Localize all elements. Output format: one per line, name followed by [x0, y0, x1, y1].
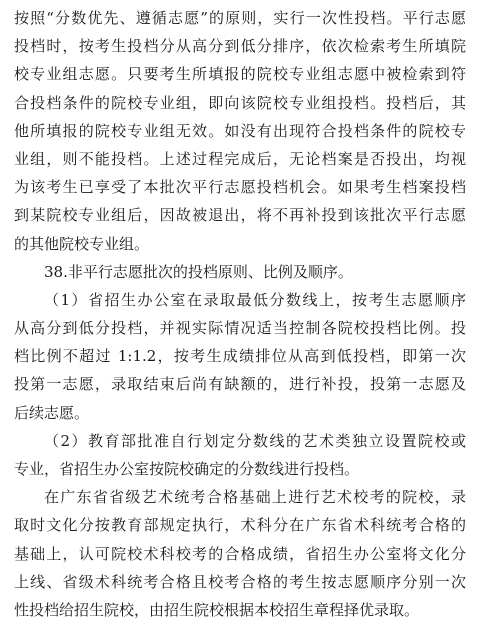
text-line: 在广东省省级艺术统考合格基础上进行艺术校考的院校，录 [44, 488, 466, 507]
text-line: 的其他院校专业组。 [14, 234, 150, 253]
text-line: 上线、省级术科统考合格且校考合格的考生按志愿顺序分别一次 [14, 572, 466, 591]
text-line: 为该考生已享受了本批次平行志愿投档机会。如果考生档案投档 [14, 178, 466, 197]
text-line: 性投档给招生院校，由招生院校根据本校招生章程择优录取。 [14, 600, 420, 619]
text-line: 合投档条件的院校专业组，即向该院校专业组投档。投档后，其 [14, 93, 466, 112]
text-line: 后续志愿。 [14, 403, 90, 422]
text-line: 到某院校专业组后，因故被退出，将不再补投到该批次平行志愿 [14, 206, 466, 225]
text-line: 按照“分数优先、遵循志愿”的原则，实行一次性投档。平行志愿 [14, 9, 466, 27]
text-line: 基础上，认可院校术科校考的合格成绩，省招生办公室将文化分 [14, 544, 466, 563]
section-heading: 38.非平行志愿批次的投档原则、比例及顺序。 [44, 262, 353, 281]
text-line: 他所填报的院校专业组无效。如没有出现符合投档条件的院校专 [14, 121, 466, 140]
text-line: （1）省招生办公室在录取最低分数线上，按考生志愿顺序 [44, 290, 466, 309]
paragraph-item-1 [14, 286, 466, 427]
text-line: 投档时，按考生投档分从高分到低分排序，依次检索考生所填院 [14, 37, 466, 56]
paragraph-item-2 [14, 427, 466, 483]
paragraph-art-exam [14, 483, 466, 624]
text-line: 校专业组志愿。只要考生所填报的院校专业组志愿中被检索到符 [14, 65, 466, 84]
text-line: （2）教育部批准自行划定分数线的艺术类独立设置院校或 [44, 431, 466, 450]
text-line: 业组，则不能投档。上述过程完成后，无论档案是否投出，均视 [14, 149, 466, 168]
text-line: 专业，省招生办公室按院校确定的分数线进行投档。 [14, 460, 360, 478]
paragraph-parallel-admission [14, 4, 466, 258]
text-line: 档比例不超过 1:1.2，按考生成绩排位从高到低投档，即第一次 [14, 347, 466, 366]
text-line: 从高分到低分投档，并视实际情况适当控制各院校投档比例。投 [14, 319, 466, 338]
section-heading-38 [14, 258, 466, 286]
text-line: 取时文化分按教育部规定执行，术科分在广东省术科统考合格的 [14, 516, 466, 535]
text-line: 投第一志愿，录取结束后尚有缺额的，进行补投，投第一志愿及 [14, 375, 466, 394]
document-page [14, 4, 466, 624]
